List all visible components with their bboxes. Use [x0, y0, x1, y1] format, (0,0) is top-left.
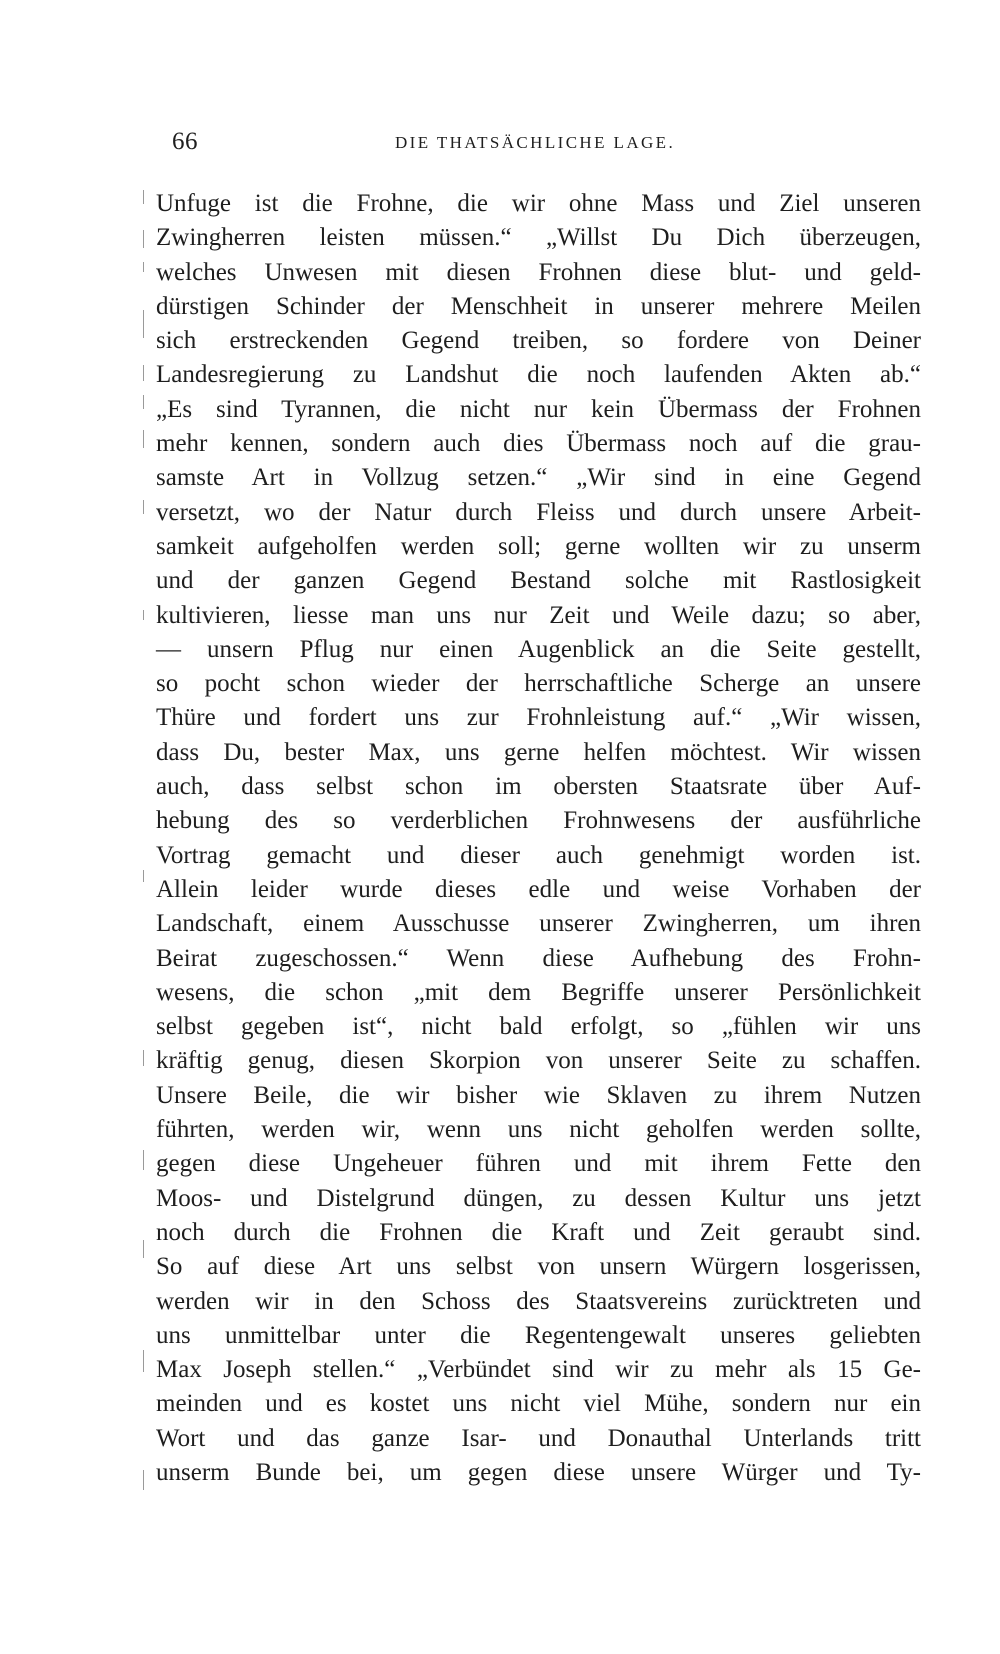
text-line: gegen diese Ungeheuer führen und mit ihrem Fette den [156, 1150, 921, 1178]
text-line: meinden und es kostet uns nicht viel Mühe, sondern nur ein [156, 1390, 921, 1418]
text-line: Max Joseph stellen.“ „Verbündet sind wir zu mehr als 15 Ge- [156, 1356, 921, 1384]
page-number: 66 [172, 128, 198, 155]
text-line: unserm Bunde bei, um gegen diese unsere Würger und Ty- [156, 1458, 921, 1486]
text-line: welches Unwesen mit diesen Frohnen diese blut- und geld- [156, 258, 921, 286]
text-line: sich erstreckenden Gegend treiben, so fordere von Deiner [156, 327, 921, 355]
text-line: Wort und das ganze Isar- und Donauthal Unterlands tritt [156, 1424, 921, 1452]
text-line: werden wir in den Schoss des Staatsvereins zurücktreten und [156, 1287, 921, 1315]
text-line: Unfuge ist die Frohne, die wir ohne Mass und Ziel unseren [156, 190, 921, 217]
text-line: So auf diese Art uns selbst von unsern Würgern losgerissen, [156, 1253, 921, 1281]
text-line: führten, werden wir, wenn uns nicht geholfen werden sollte, [156, 1116, 921, 1144]
body-text [156, 187, 921, 1490]
text-line: Landschaft, einem Ausschusse unserer Zwingherren, um ihren [156, 910, 921, 938]
text-line: auch, dass selbst schon im obersten Staatsrate über Auf- [156, 773, 921, 801]
text-line: „Es sind Tyrannen, die nicht nur kein Übermass der Frohnen [156, 395, 921, 423]
text-line: Moos- und Distelgrund düngen, zu dessen Kultur uns jetzt [156, 1184, 921, 1212]
text-line: — unsern Pflug nur einen Augenblick an die Seite gestellt, [156, 635, 921, 663]
text-line: Unsere Beile, die wir bisher wie Sklaven zu ihrem Nutzen [156, 1081, 921, 1109]
text-line: dürstigen Schinder der Menschheit in unserer mehrere Meilen [156, 292, 921, 320]
text-line: Allein leider wurde dieses edle und weise Vorhaben der [156, 875, 921, 903]
text-line: kultivieren, liesse man uns nur Zeit und Weile dazu; so aber, [156, 601, 921, 629]
text-line: Thüre und fordert uns zur Frohnleistung auf.“ „Wir wissen, [156, 704, 921, 732]
running-head: DIE THATSÄCHLICHE LAGE. [395, 133, 676, 152]
text-line: versetzt, wo der Natur durch Fleiss und durch unsere Arbeit- [156, 498, 921, 526]
text-line: dass Du, bester Max, uns gerne helfen möchtest. Wir wissen [156, 738, 921, 766]
text-line: Zwingherren leisten müssen.“ „Willst Du Dich überzeugen, [156, 224, 921, 252]
text-line: wesens, die schon „mit dem Begriffe unserer Persönlichkeit [156, 978, 921, 1006]
text-line: und der ganzen Gegend Bestand solche mit Rastlosigkeit [156, 567, 921, 595]
text-line: samste Art in Vollzug setzen.“ „Wir sind in eine Gegend [156, 464, 921, 492]
text-line: Vortrag gemacht und dieser auch genehmigt worden ist. [156, 841, 921, 869]
text-line: kräftig genug, diesen Skorpion von unserer Seite zu schaffen. [156, 1047, 921, 1075]
text-line: mehr kennen, sondern auch dies Übermass noch auf die grau- [156, 430, 921, 458]
gutter-scan-marks [143, 190, 151, 1520]
text-line: Beirat zugeschossen.“ Wenn diese Aufhebung des Frohn- [156, 944, 921, 972]
text-line: selbst gegeben ist“, nicht bald erfolgt, so „fühlen wir uns [156, 1013, 921, 1041]
text-line: Landesregierung zu Landshut die noch laufenden Akten ab.“ [156, 361, 921, 389]
text-line: uns unmittelbar unter die Regentengewalt unseres geliebten [156, 1321, 921, 1349]
text-line: noch durch die Frohnen die Kraft und Zeit geraubt sind. [156, 1218, 921, 1246]
text-line: samkeit aufgeholfen werden soll; gerne wollten wir zu unserm [156, 532, 921, 560]
text-line: so pocht schon wieder der herrschaftliche Scherge an unsere [156, 670, 921, 698]
text-line: hebung des so verderblichen Frohnwesens der ausführliche [156, 807, 921, 835]
